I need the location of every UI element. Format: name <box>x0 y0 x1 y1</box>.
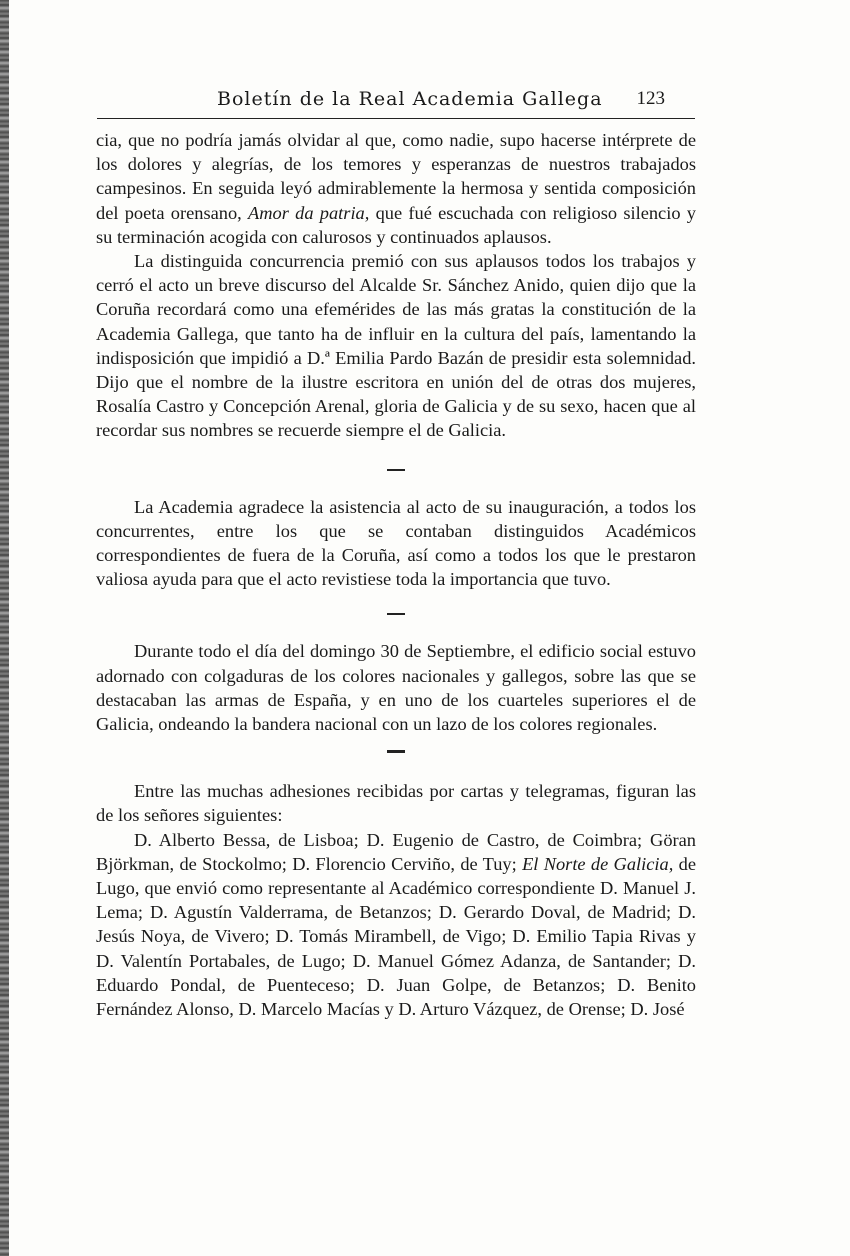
scan-binding-edge <box>0 0 9 1256</box>
section-separator <box>387 469 405 471</box>
paragraph-text: de Lugo, que envió como representante al Académico correspondiente D. Manuel J. Lema; D. Agustín Valderrama, de Betanzos; D. Gerardo Doval, de Madrid; D. Jesús Noya, de Vivero; D. Tomás Mirambell, de Vigo; D. Emilio Tapia Rivas y D. Valentín Portabales, de Lugo; D. Manuel Gómez Adanza, de Santander; D. Eduardo Pondal, de Puenteceso; D. Juan Golpe, de Betanzos; D. Benito Fernández Alonso, D. Marcelo Macías y D. Arturo Vázquez, de Orense; D. José <box>96 853 696 1020</box>
paragraph-names-list <box>96 828 696 1022</box>
paragraph-concurrencia: La distinguida concurrencia premió con sus aplausos todos los trabajos y cerró el acto un breve discurso del Alcalde Sr. Sánchez Anido, quien dijo que la Coruña recordará como una efemérides de las más gratas la constitución de la Academia Gallega, que tanto ha de influir en la cultura del país, lamentando la indisposición que impidió a D.ª Emilia Pardo Bazán de presidir esta solemnidad. Dijo que el nombre de la ilustre escritora en unión del de otras dos mujeres, Rosalía Castro y Concepción Arenal, gloria de Galicia y de su sexo, hacen que al recordar sus nombres se recuerde siempre el de Galicia. <box>96 251 696 441</box>
running-header <box>97 84 695 119</box>
paragraph-text: que fué escuchada con religioso silencio y su terminación acogida con calurosos y continuados aplausos. <box>96 202 696 247</box>
section-separator <box>387 613 405 615</box>
page-number: 123 <box>636 88 665 109</box>
paragraph-text: cia, que no podría jamás olvidar al que, como nadie, supo hacerse intérprete de los dolores y alegrías, de los temores y esperanzas de nuestros trabajados campesinos. En seguida leyó admirablemente la hermosa y sentida composición del poeta orensano, <box>96 130 696 223</box>
newspaper-title: El Norte de Galicia, <box>522 853 674 874</box>
paragraph-text: D. Alberto Bessa, de Lisboa; D. Eugenio de Castro, de Coimbra; Göran Björkman, de Stockolmo; D. Florencio Cerviño, de Tuy; <box>96 829 696 874</box>
section-separator <box>387 750 405 753</box>
journal-title: Boletín de la Real Academia Gallega <box>217 88 603 110</box>
paragraph-domingo: Durante todo el día del domingo 30 de Septiembre, el edificio social estuvo adornado con colgaduras de los colores nacionales y gallegos, sobre las que se destacaban las armas de España, y en uno de los cuarteles superiores el de Galicia, ondeando la bandera nacional con un lazo de los colores regionales. <box>96 641 696 735</box>
paragraph-adhesiones: Entre las muchas adhesiones recibidas por cartas y telegramas, figuran las de los señores siguientes: <box>96 781 696 826</box>
body-text <box>96 128 696 1021</box>
paragraph-agradece: La Academia agradece la asistencia al acto de su inauguración, a todos los concurrentes, entre los que se contaban distinguidos Académicos correspondientes de fuera de la Coruña, así como a todos los que le prestaron valiosa ayuda para que el acto revistiese toda la importancia que tuvo. <box>96 496 696 590</box>
poem-title: Amor da patria, <box>248 202 370 223</box>
paragraph-continuation <box>96 128 696 249</box>
